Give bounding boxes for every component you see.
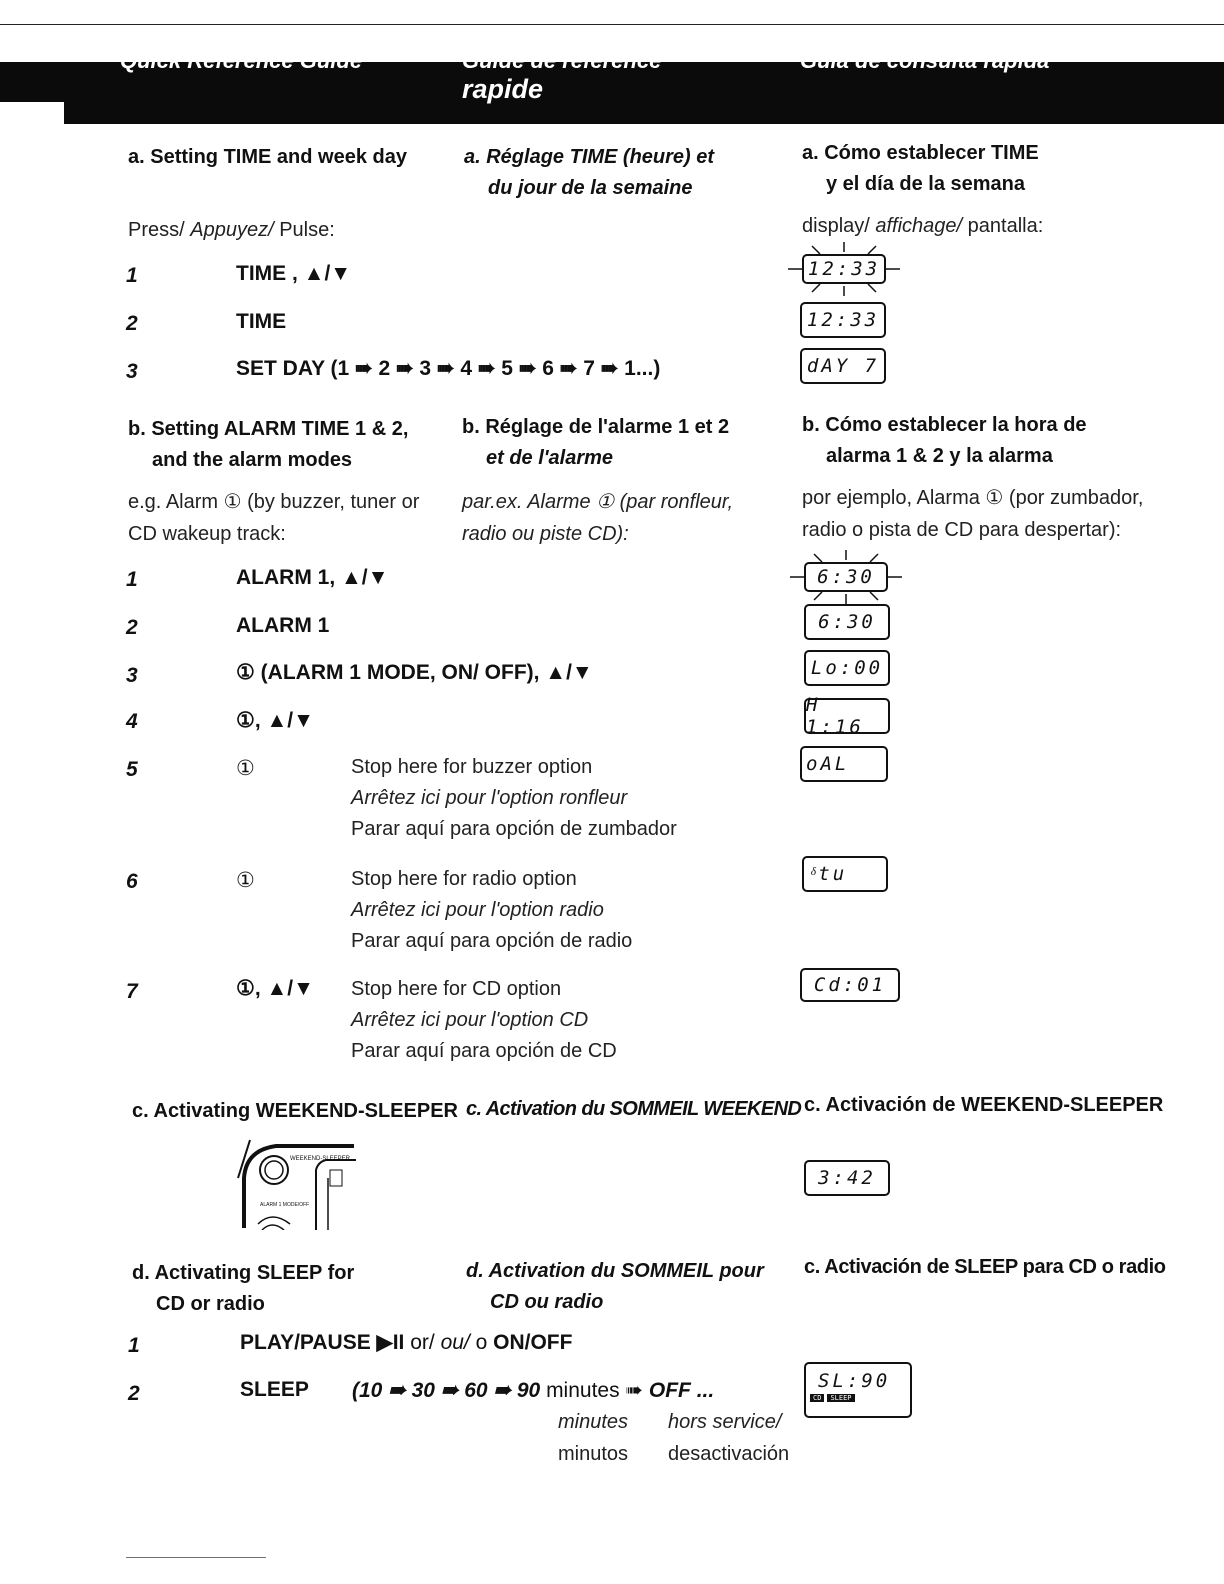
example-text-en: e.g. Alarm ① (by buzzer, tuner or CD wakeup track: xyxy=(128,491,420,545)
lcd-display: H 1:16 xyxy=(804,698,890,734)
step-a3-command: SET DAY (1 ➠ 2 ➠ 3 ➠ 4 ➠ 5 ➠ 6 ➠ 7 ➠ 1...) xyxy=(236,357,661,380)
display-label: display/ affichage/ pantalla: xyxy=(802,215,1044,237)
step-number: 3 xyxy=(126,360,138,383)
lcd-display: 6:30 xyxy=(804,604,890,640)
lcd-display: Lo:00 xyxy=(804,650,890,686)
step-number: 1 xyxy=(128,1334,140,1357)
section-b-heading-fr: b. Réglage de l'alarme 1 et 2 et de l'alarme xyxy=(462,416,730,469)
stop-note-cd: Stop here for CD option Arrêtez ici pour l'option CD Parar aquí para opción de CD xyxy=(351,978,617,1062)
step-b4-command: ①, ▲/▼ xyxy=(236,709,314,732)
sleep-badge: SLEEP xyxy=(827,1394,854,1402)
header-title-es: Guía de consulta rápida xyxy=(800,48,1050,73)
header-title-fr: Guide de référence xyxy=(462,48,662,73)
step-a1-command: TIME , ▲/▼ xyxy=(236,262,352,285)
section-c-heading-fr: c. Activation du SOMMEIL WEEKEND xyxy=(466,1098,802,1120)
example-text-es: por ejemplo, Alarma ① (por zumbador, radio o pista de CD para despertar): xyxy=(802,487,1144,541)
step-d2-command: SLEEP xyxy=(240,1378,309,1401)
step-number: 3 xyxy=(126,664,138,687)
sleep-lcd-value: SL:90 xyxy=(818,1370,891,1392)
lcd-display: 12:33 xyxy=(802,254,886,284)
sleep-lcd-badges xyxy=(810,1394,855,1402)
step-number: 4 xyxy=(126,710,138,733)
step-b7-command: ①, ▲/▼ xyxy=(236,977,314,1000)
section-b-heading-en: b. Setting ALARM TIME 1 & 2, and the alarm modes xyxy=(128,418,409,471)
step-number: 2 xyxy=(128,1382,140,1405)
bottom-rule xyxy=(126,1557,266,1558)
section-d-heading-fr: d. Activation du SOMMEIL pour CD ou radio xyxy=(466,1260,764,1313)
cd-badge: CD xyxy=(810,1394,824,1402)
step-b3-command: ① (ALARM 1 MODE, ON/ OFF), ▲/▼ xyxy=(236,661,593,684)
header-title-fr-line2: rapide xyxy=(462,74,544,104)
lcd-display: oAL xyxy=(800,746,888,782)
section-d-heading-en: d. Activating SLEEP for CD or radio xyxy=(132,1262,355,1315)
header-tab xyxy=(0,62,66,102)
section-a-heading-en: a. Setting TIME and week day xyxy=(128,146,407,168)
weekend-sleeper-button-illustration xyxy=(236,1138,360,1230)
section-c-heading-es: c. Activación de WEEKEND-SLEEPER xyxy=(804,1094,1164,1116)
lcd-display: 6:30 xyxy=(804,562,888,592)
step-b5-command: ① xyxy=(236,757,255,780)
weekend-sleeper-label: WEEKEND-SLEEPER xyxy=(290,1156,351,1162)
lcd-display: dAY 7 xyxy=(800,348,886,384)
section-a-heading-fr: a. Réglage TIME (heure) et du jour de la semaine xyxy=(464,146,715,199)
step-number: 6 xyxy=(126,870,138,893)
off-es: desactivación xyxy=(668,1443,790,1465)
header-title-en: Quick Reference Guide xyxy=(120,48,363,73)
step-b1-command: ALARM 1, ▲/▼ xyxy=(236,566,389,589)
section-a-heading-es: a. Cómo establecer TIME y el día de la semana xyxy=(802,142,1039,195)
step-number: 1 xyxy=(126,568,138,591)
sleep-sequence: (10 ➠ 30 ➠ 60 ➠ 90 minutes ➠ OFF ... xyxy=(352,1379,715,1402)
step-number: 2 xyxy=(126,312,138,335)
section-c-heading-en: c. Activating WEEKEND-SLEEPER xyxy=(132,1100,458,1122)
step-a2-command: TIME xyxy=(236,310,287,333)
step-number: 5 xyxy=(126,758,138,781)
lcd-display: 3:42 xyxy=(804,1160,890,1196)
lcd-display: ᵟtu xyxy=(802,856,888,892)
step-b2-command: ALARM 1 xyxy=(236,614,330,637)
example-text-fr: par.ex. Alarme ① (par ronfleur, radio ou piste CD): xyxy=(462,491,733,545)
step-d1-command: PLAY/PAUSE ▶II or/ ou/ o ON/OFF xyxy=(240,1331,573,1354)
sleep-lcd-display xyxy=(804,1362,912,1418)
step-number: 1 xyxy=(126,264,138,287)
step-number: 7 xyxy=(126,980,138,1003)
off-fr: hors service/ xyxy=(668,1411,782,1433)
stop-note-radio: Stop here for radio option Arrêtez ici pour l'option radio Parar aquí para opción de radio xyxy=(351,868,633,952)
minutes-fr: minutes xyxy=(558,1411,629,1433)
section-b-heading-es: b. Cómo establecer la hora de alarma 1 & 2 y la alarma xyxy=(802,414,1087,467)
step-number: 2 xyxy=(126,616,138,639)
top-rule xyxy=(0,24,1224,25)
minutes-es: minutos xyxy=(558,1443,629,1465)
lcd-display: Cd:01 xyxy=(800,968,900,1002)
section-d-heading-es: c. Activación de SLEEP para CD o radio xyxy=(804,1256,1166,1278)
alarm-mode-label: ALARM 1 MODE/OFF xyxy=(260,1202,310,1208)
press-label: Press/ Appuyez/ Pulse: xyxy=(128,219,335,241)
step-b6-command: ① xyxy=(236,869,255,892)
lcd-display: 12:33 xyxy=(800,302,886,338)
header-banner xyxy=(64,48,1224,124)
stop-note-buzzer: Stop here for buzzer option Arrêtez ici pour l'option ronfleur Parar aquí para opción de zumbador xyxy=(351,756,677,840)
